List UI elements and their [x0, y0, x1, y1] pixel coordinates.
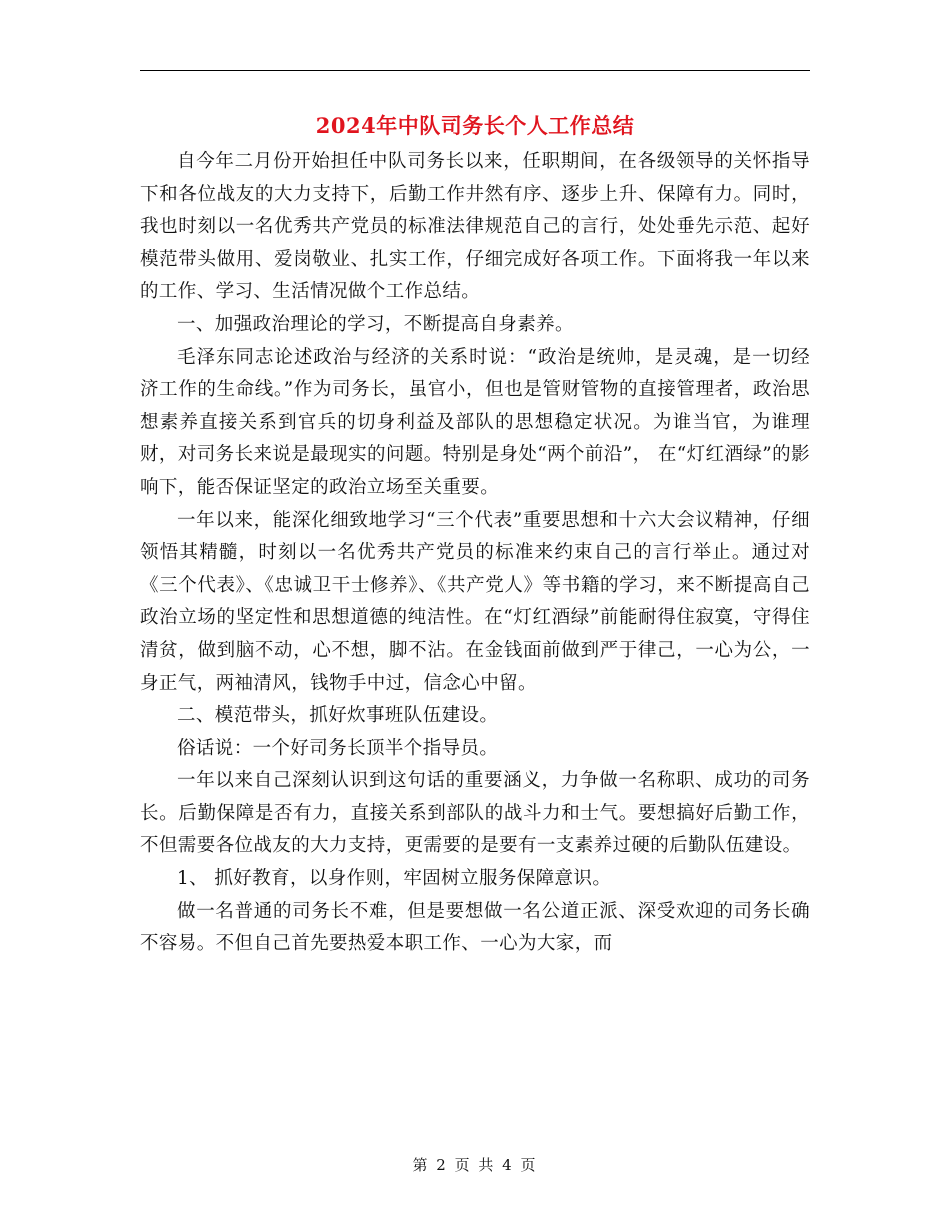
paragraph: 一年以来自己深刻认识到这句话的重要涵义，力争做一名称职、成功的司务长。后勤保障是否有力，直接关系到部队的战斗力和士气。要想搞好后勤工作，不但需要各位战友的大力支持，更需要的是要有一支素养过硬的后勤队伍建设。	[140, 770, 810, 857]
paragraph: 做一名普通的司务长不难，但是要想做一名公道正派、深受欢迎的司务长确不容易。不但自己首先要热爱本职工作、一心为大家，而	[140, 900, 810, 955]
section-heading: 一、加强政治理论的学习，不断提高自身素养。	[177, 313, 574, 335]
document-title: 2024年中队司务长个人工作总结	[315, 113, 635, 138]
paragraph: 毛泽东同志论述政治与经济的关系时说：“政治是统帅，是灵魂，是一切经济工作的生命线。”作为司务长，虽官小，但也是管财管物的直接管理者，政治思想素养直接关系到官兵的切身利益及部队的思想稳定状况。为谁当官，为谁理财，对司务长来说是最现实的问题。特别是身处“两个前沿”， 在“灯红酒绿”的影响下，能否保证坚定的政治立场至关重要。	[140, 346, 810, 498]
paragraph: 一年以来，能深化细致地学习“三个代表”重要思想和十六大会议精神，仔细领悟其精髓，时刻以一名优秀共产党员的标准来约束自己的言行举止。通过对《三个代表》、《忠诚卫干士修养》、《共产党人》等书籍的学习，来不断提高自己政治立场的坚定性和思想道德的纯洁性。在“灯红酒绿”前能耐得住寂寞，守得住清贫，做到脑不动，心不想，脚不沾。在金钱面前做到严于律己，一心为公，一身正气，两袖清风，钱物手中过，信念心中留。	[140, 509, 810, 694]
section-heading: 二、模范带头，抓好炊事班队伍建设。	[177, 705, 499, 727]
page-number: 第 2 页 共 4 页	[412, 1156, 538, 1174]
page-footer	[0, 1154, 950, 1175]
header-rule	[140, 70, 810, 71]
subsection-heading: 1、 抓好教育，以身作则，牢固树立服务保障意识。	[177, 868, 612, 890]
document-body	[140, 146, 810, 961]
paragraph: 自今年二月份开始担任中队司务长以来，任职期间，在各级领导的关怀指导下和各位战友的大力支持下，后勤工作井然有序、逐步上升、保障有力。同时，我也时刻以一名优秀共产党员的标准法律规范自己的言行，处处垂先示范、起好模范带头做用、爱岗敬业、扎实工作，仔细完成好各项工作。下面将我一年以来的工作、学习、生活情况做个工作总结。	[140, 151, 810, 303]
paragraph: 俗话说：一个好司务长顶半个指导员。	[177, 737, 499, 759]
